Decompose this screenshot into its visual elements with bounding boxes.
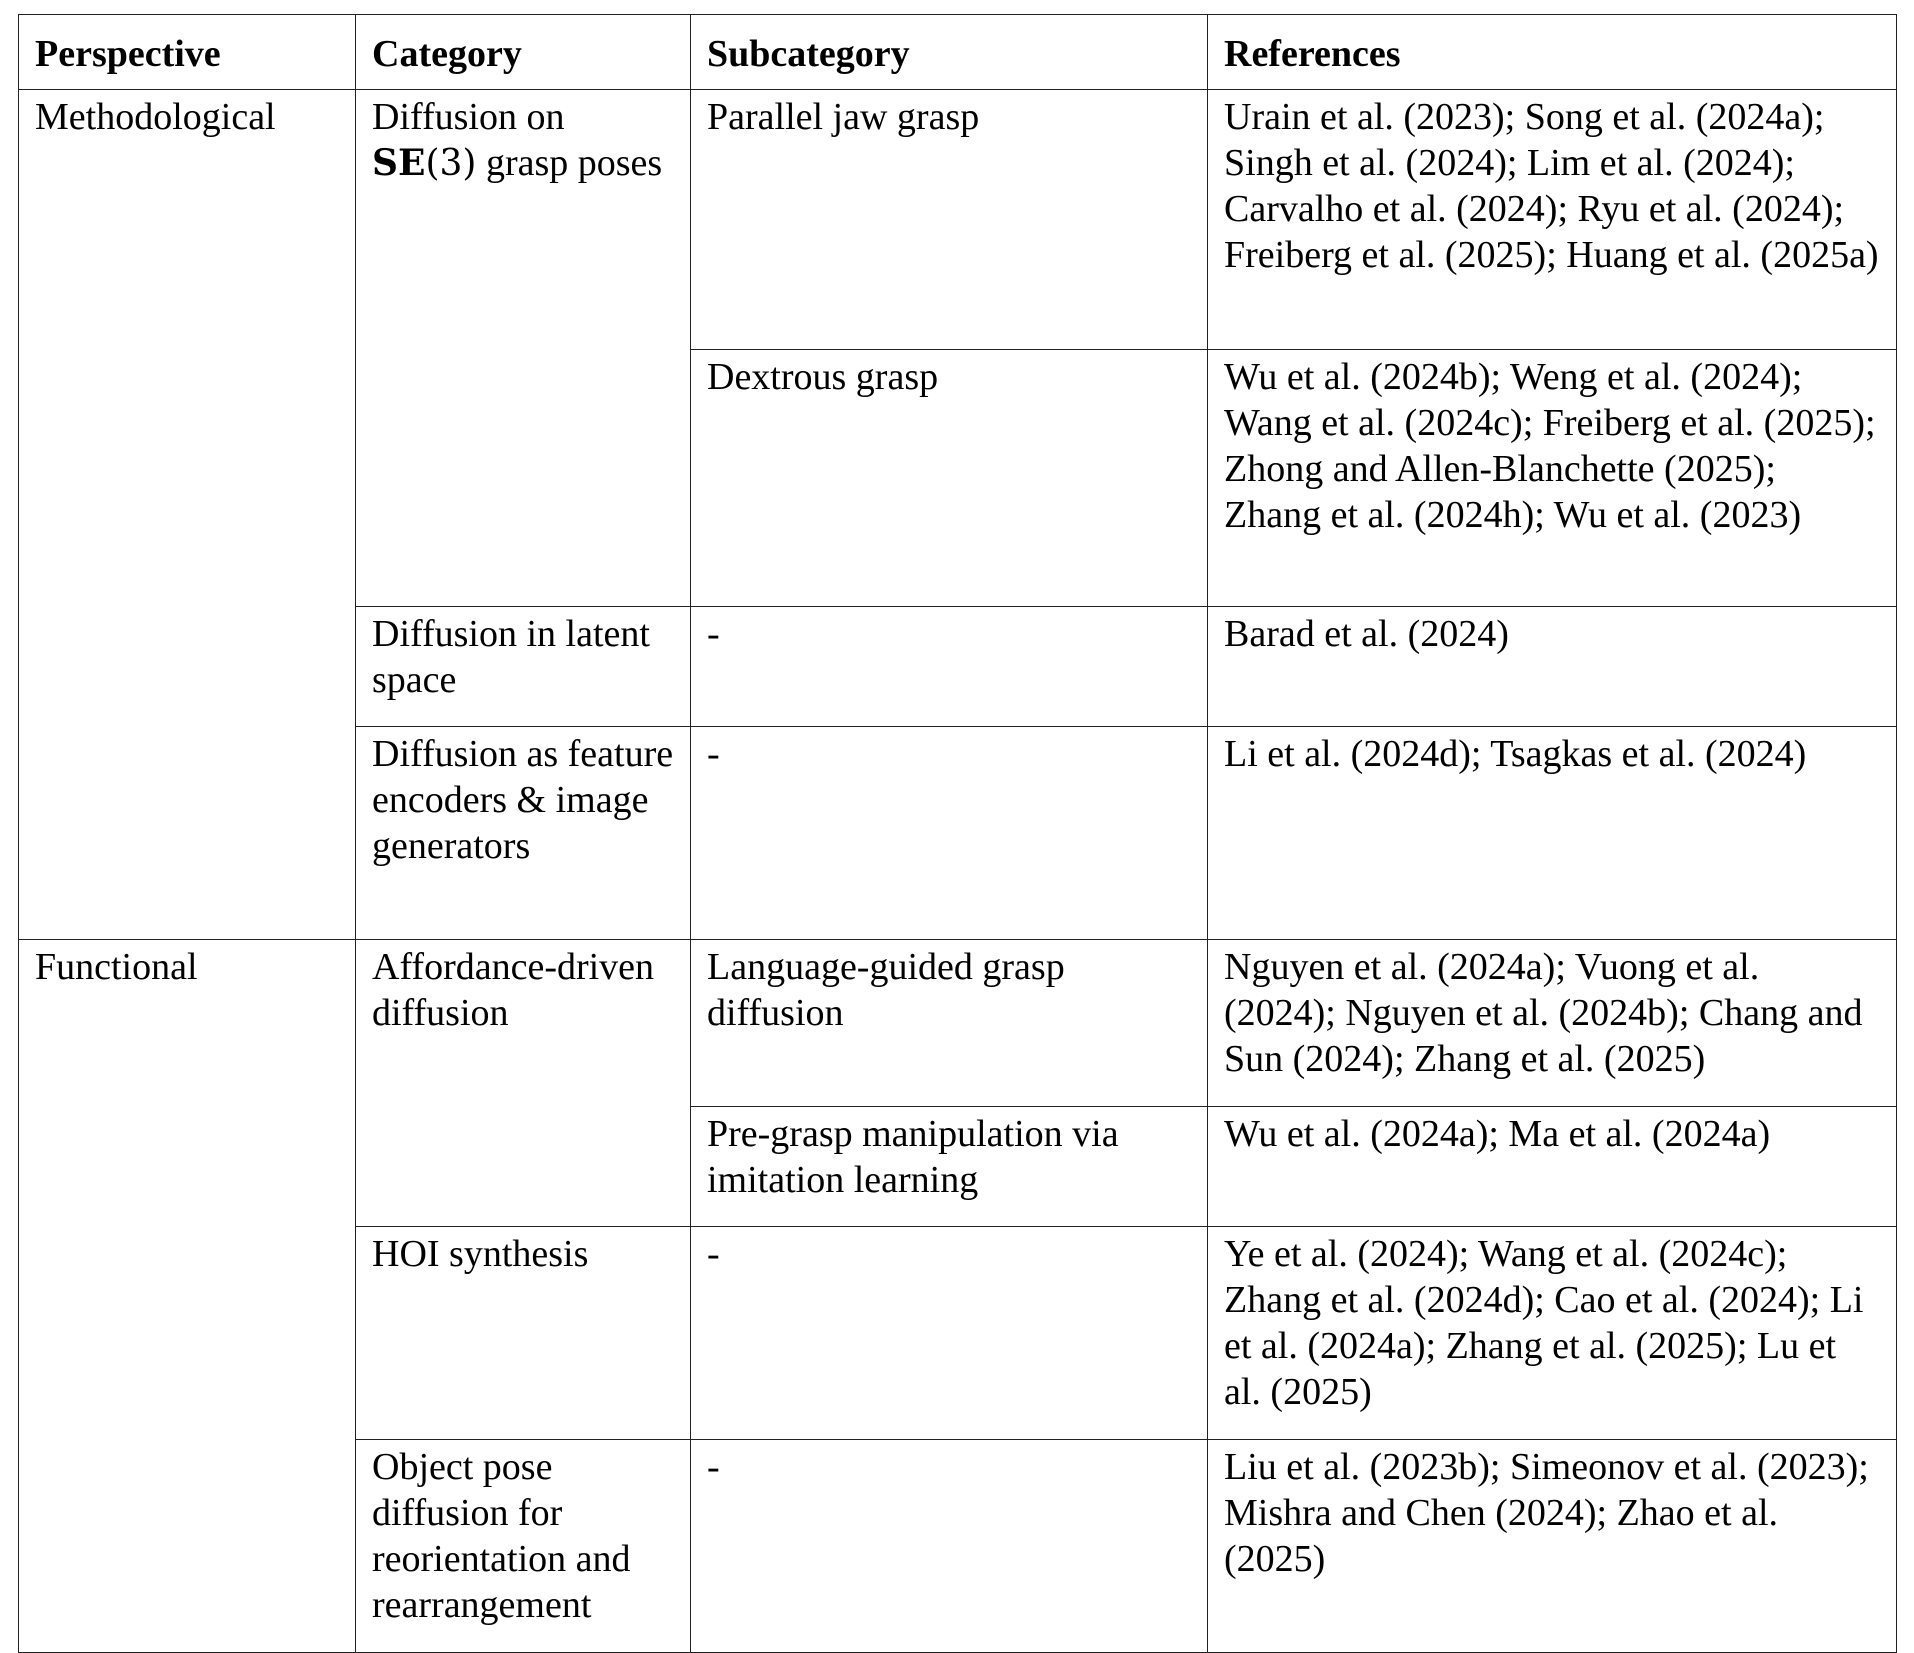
header-subcategory: Subcategory (691, 15, 1208, 90)
subcategory-language-guided: Language-guided grasp diffusion (691, 940, 1208, 1107)
references-parallel-jaw[interactable]: Urain et al. (2023); Song et al. (2024a); Singh et al. (2024); Lim et al. (2024); Carvalho et al. (2024); Ryu et al. (2024); Freiberg et al. (2025); Huang et al. (2025a) (1208, 90, 1897, 350)
header-references: References (1208, 15, 1897, 90)
subcategory-pre-grasp: Pre-grasp manipulation via imitation learning (691, 1107, 1208, 1227)
se3-math (372, 143, 476, 184)
category-latent-space: Diffusion in latent space (356, 607, 691, 727)
table-row (19, 940, 1897, 1107)
subcategory-none: - (691, 607, 1208, 727)
se3-math-bold: SE (372, 142, 426, 184)
references-feature-encoders[interactable]: Li et al. (2024d); Tsagkas et al. (2024) (1208, 727, 1897, 940)
references-latent-space[interactable]: Barad et al. (2024) (1208, 607, 1897, 727)
se3-math-rest: (3) (425, 143, 477, 184)
header-perspective: Perspective (19, 15, 356, 90)
subcategory-dextrous: Dextrous grasp (691, 350, 1208, 607)
subcategory-none: - (691, 1440, 1208, 1653)
header-category: Category (356, 15, 691, 90)
category-hoi-synthesis: HOI synthesis (356, 1227, 691, 1440)
taxonomy-table (18, 14, 1897, 1653)
references-object-pose[interactable]: Liu et al. (2023b); Simeonov et al. (2023); Mishra and Chen (2024); Zhao et al. (2025) (1208, 1440, 1897, 1653)
header-row (19, 15, 1897, 90)
category-feature-encoders: Diffusion as feature encoders & image generators (356, 727, 691, 940)
category-se3-grasp-poses (356, 90, 691, 607)
references-hoi-synthesis[interactable]: Ye et al. (2024); Wang et al. (2024c); Zhang et al. (2024d); Cao et al. (2024); Li et al. (2024a); Zhang et al. (2025); Lu et al. (2025) (1208, 1227, 1897, 1440)
subcategory-parallel-jaw: Parallel jaw grasp (691, 90, 1208, 350)
category-object-pose: Object pose diffusion for reorientation and rearrangement (356, 1440, 691, 1653)
category-se3-prefix: Diffusion on (372, 96, 565, 138)
perspective-functional: Functional (19, 940, 356, 1653)
references-language-guided[interactable]: Nguyen et al. (2024a); Vuong et al. (2024); Nguyen et al. (2024b); Chang and Sun (2024); Zhang et al. (2025) (1208, 940, 1897, 1107)
subcategory-none: - (691, 727, 1208, 940)
category-affordance-driven: Affordance-driven diffusion (356, 940, 691, 1227)
subcategory-none: - (691, 1227, 1208, 1440)
perspective-methodological: Methodological (19, 90, 356, 940)
table-row (19, 90, 1897, 350)
references-dextrous[interactable]: Wu et al. (2024b); Weng et al. (2024); Wang et al. (2024c); Freiberg et al. (2025); Zhong and Allen-Blanchette (2025); Zhang et al. (2024h); Wu et al. (2023) (1208, 350, 1897, 607)
references-pre-grasp[interactable]: Wu et al. (2024a); Ma et al. (2024a) (1208, 1107, 1897, 1227)
category-se3-suffix: grasp poses (485, 142, 663, 184)
